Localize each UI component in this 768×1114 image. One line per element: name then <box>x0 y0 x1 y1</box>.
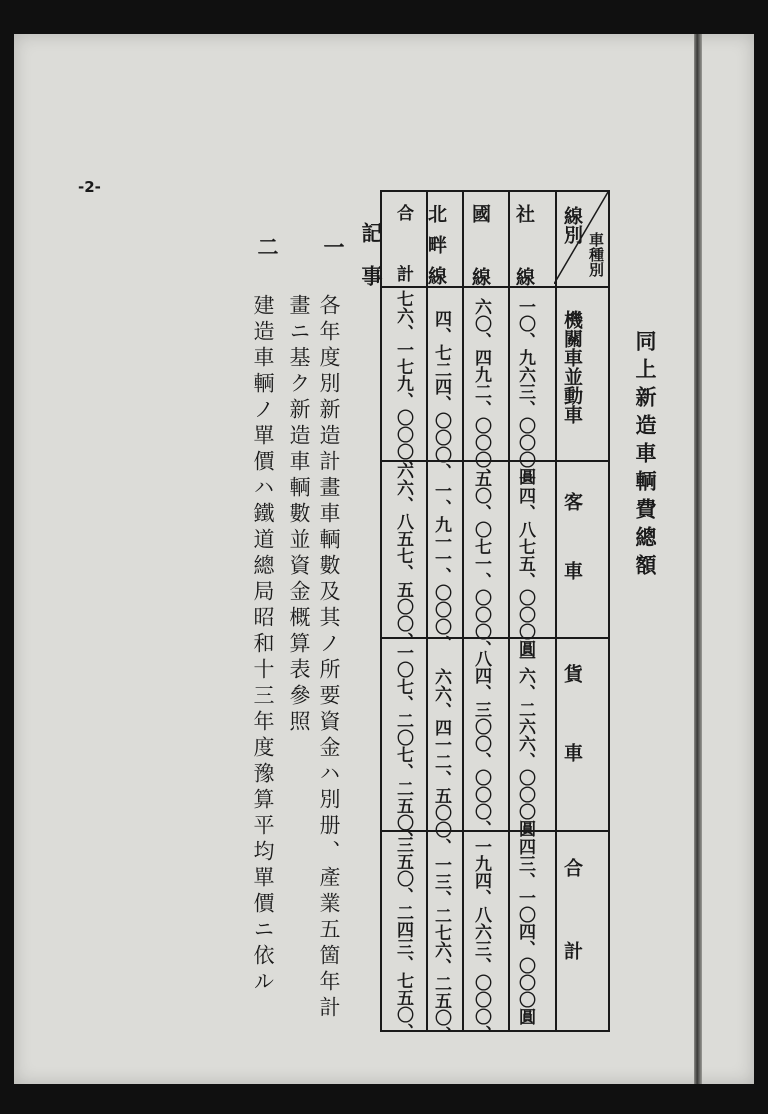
cell-hokuhansen-total: 一三、二七六、二五〇、 <box>431 856 451 1043</box>
cell-hokuhansen-freight: 六六、四一二、五〇〇、 <box>431 668 451 855</box>
document-title: 同上新造車輌費總額 <box>633 330 658 582</box>
row-label-hokuhansen: 北畔線 <box>425 204 447 297</box>
cell-kokusen-total: 一九四、八六三、〇〇〇、 <box>471 838 491 1042</box>
table-col-divider <box>462 192 464 1030</box>
table-col-divider <box>508 192 510 1030</box>
row-label-kokusen: 國線 <box>469 204 491 330</box>
row-label-total: 合計 <box>393 204 413 326</box>
page-number: -2- <box>78 178 101 196</box>
column-header-freight: 貨車 <box>561 664 583 822</box>
note-1-line-2: 畫ニ基ク新造車輌數並資金概算表參照 <box>287 294 311 736</box>
cell-hokuhansen-locomotive: 四、七二四、〇〇〇、 <box>431 310 451 480</box>
cell-kokusen-passenger: 五〇、〇七一、〇〇〇、 <box>471 470 491 657</box>
corner-row-label: 線別 <box>561 206 583 244</box>
page-fold-edge <box>694 34 702 1084</box>
cell-kokusen-freight: 八四、三〇〇、〇〇〇、 <box>471 650 491 837</box>
table-row-divider <box>382 286 608 288</box>
table-row-divider <box>382 830 608 832</box>
note-1-marker: 一 <box>321 236 346 257</box>
notes-heading: 記事 <box>359 222 384 308</box>
cell-shasen-passenger: 一四、八七五、〇〇〇圓 <box>515 470 535 657</box>
column-header-locomotive: 機關車並動車 <box>561 310 583 424</box>
table-col-divider <box>426 192 428 1030</box>
table-row-divider <box>382 460 608 462</box>
cell-shasen-total: 四三、一〇四、〇〇〇圓 <box>515 838 535 1025</box>
cell-total-total: 三五〇、二四三、七五〇、 <box>393 836 413 1040</box>
cell-total-locomotive: 七六、一七九、〇〇〇、 <box>393 290 413 477</box>
note-1-line-1: 各年度別新造計畫車輌數及其ノ所要資金ハ別册、產業五箇年計 <box>317 294 341 1022</box>
column-header-total: 合計 <box>561 858 583 1024</box>
table-row-divider <box>382 637 608 639</box>
corner-col-label: 車種別 <box>587 232 605 277</box>
column-header-passenger: 客車 <box>561 492 583 630</box>
cell-total-passenger: 六六、八五七、五〇〇、 <box>393 462 413 649</box>
cell-total-freight: 一〇七、二〇七、二五〇、 <box>393 644 413 848</box>
note-2-marker: 二 <box>255 236 280 257</box>
note-2-line-1: 建造車輌ノ單價ハ鐵道總局昭和十三年度豫算平均單價ニ依ル <box>251 294 275 996</box>
cell-hokuhansen-passenger: 一、九一一、〇〇〇、 <box>431 482 451 652</box>
table-col-divider <box>555 192 557 1030</box>
cell-kokusen-locomotive: 六〇、四九二、〇〇〇、 <box>471 298 491 485</box>
cell-shasen-locomotive: 一〇、九六三、〇〇〇圓 <box>515 298 535 485</box>
row-label-shasen: 社線 <box>513 204 535 330</box>
cell-shasen-freight: 一六、二六六、〇〇〇圓 <box>515 650 535 837</box>
